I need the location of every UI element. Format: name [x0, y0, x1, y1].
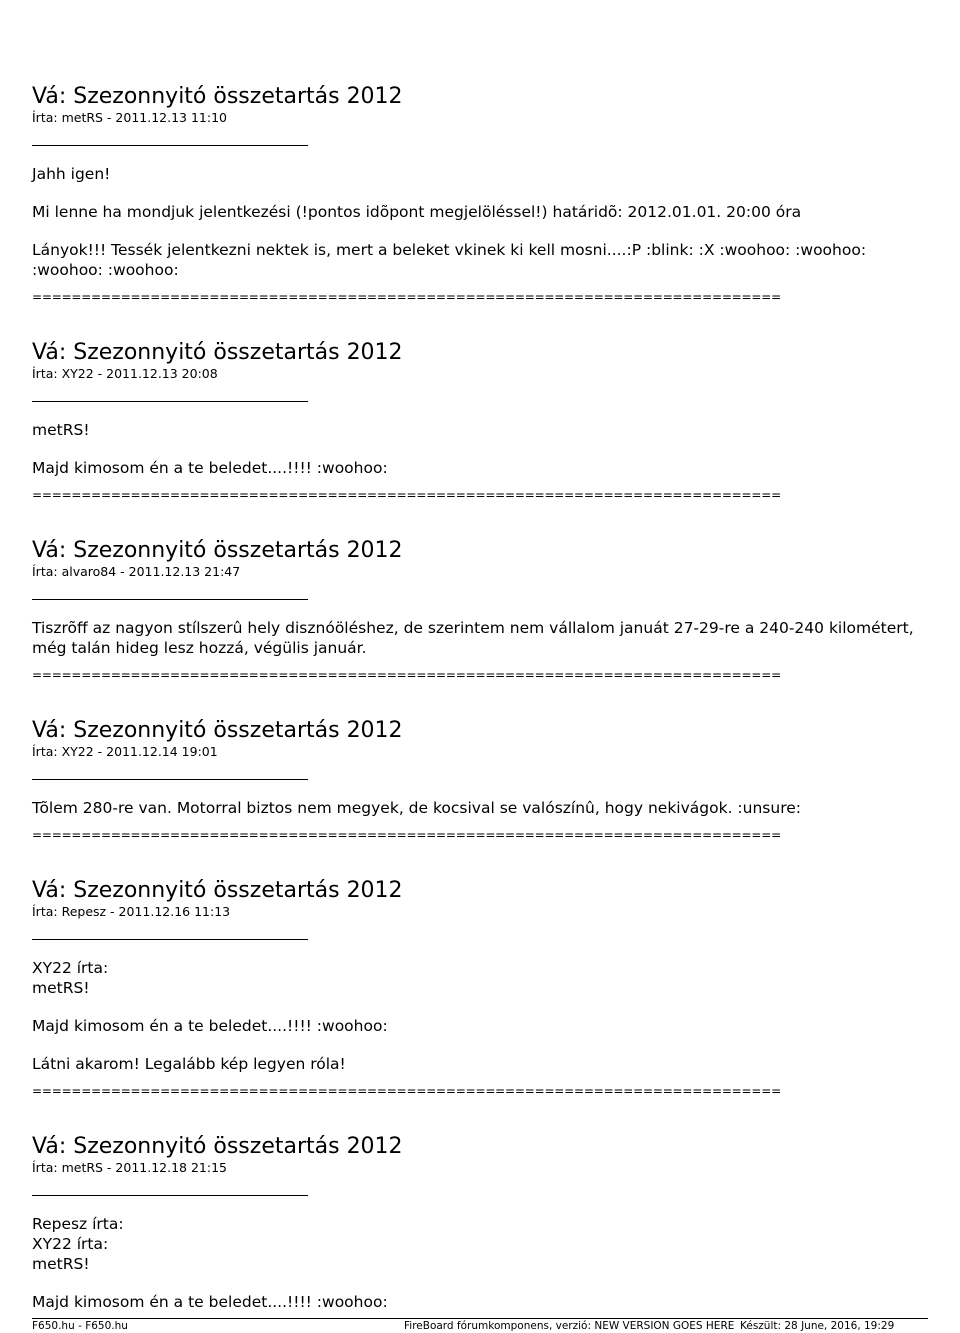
quote-text: Majd kimosom én a te beledet....!!!! :woohoo:	[32, 1017, 388, 1035]
forum-thread	[32, 84, 922, 1330]
quote-author: XY22 írta:	[32, 1235, 109, 1253]
post	[32, 718, 922, 842]
post-body	[32, 1214, 922, 1312]
post-body	[32, 798, 922, 818]
post-title: Vá: Szezonnyitó összetartás 2012	[32, 538, 403, 563]
quote-author: Repesz írta:	[32, 1215, 124, 1233]
post	[32, 340, 922, 502]
quote-text: metRS!	[32, 1255, 90, 1273]
quote-text: Majd kimosom én a te beledet....!!!! :woohoo:	[32, 1293, 388, 1311]
divider	[32, 599, 308, 600]
quote-author: XY22 írta:	[32, 959, 109, 977]
post	[32, 878, 922, 1098]
post-body	[32, 420, 922, 478]
post	[32, 1134, 922, 1312]
post-body	[32, 164, 922, 280]
post-title: Vá: Szezonnyitó összetartás 2012	[32, 340, 403, 365]
post-text: Mi lenne ha mondjuk jelentkezési (!pontos idõpont megjelöléssel!) határidõ: 2012.01.01. 20:00 óra	[32, 203, 802, 221]
post-text: Tiszrõff az nagyon stílszerû hely disznóöléshez, de szerintem nem vállalom januát 27-29-re a 240-240 kilométert, még talán hideg lesz hozzá, végülis január.	[32, 619, 914, 657]
quote-block	[32, 1214, 922, 1274]
post-meta: Írta: alvaro84 - 2011.12.13 21:47	[32, 564, 241, 579]
post-title: Vá: Szezonnyitó összetartás 2012	[32, 1134, 403, 1159]
post-meta: Írta: metRS - 2011.12.18 21:15	[32, 1160, 227, 1175]
post-separator: ============================================================================	[32, 828, 781, 842]
post-body	[32, 618, 922, 658]
post-separator: ============================================================================	[32, 668, 781, 682]
quote-block	[32, 958, 922, 998]
post-separator: ============================================================================	[32, 1084, 781, 1098]
post-text: metRS!	[32, 421, 90, 439]
page-footer	[32, 1318, 928, 1333]
post-text: Majd kimosom én a te beledet....!!!! :woohoo:	[32, 459, 388, 477]
divider	[32, 401, 308, 402]
footer-component: FireBoard fórumkomponens, verzió: NEW VERSION GOES HERE	[404, 1320, 735, 1332]
post-meta: Írta: XY22 - 2011.12.13 20:08	[32, 366, 218, 381]
divider	[32, 939, 308, 940]
post-title: Vá: Szezonnyitó összetartás 2012	[32, 718, 403, 743]
post-text: Tõlem 280-re van. Motorral biztos nem megyek, de kocsival se valószínû, hogy nekivágok. :unsure:	[32, 799, 801, 817]
post	[32, 84, 922, 304]
post-title: Vá: Szezonnyitó összetartás 2012	[32, 878, 403, 903]
post-separator: ============================================================================	[32, 290, 781, 304]
post-text: Jahh igen!	[32, 165, 111, 183]
post	[32, 538, 922, 682]
post-title: Vá: Szezonnyitó összetartás 2012	[32, 84, 403, 109]
quote-text: metRS!	[32, 979, 90, 997]
divider	[32, 145, 308, 146]
post-meta: Írta: Repesz - 2011.12.16 11:13	[32, 904, 231, 919]
post-body	[32, 958, 922, 1074]
post-meta: Írta: XY22 - 2011.12.14 19:01	[32, 744, 218, 759]
post-meta: Írta: metRS - 2011.12.13 11:10	[32, 110, 227, 125]
footer-generated: Készült: 28 June, 2016, 19:29	[740, 1320, 895, 1332]
post-text: Látni akarom! Legalább kép legyen róla!	[32, 1055, 346, 1073]
divider	[32, 1195, 308, 1196]
footer-site: F650.hu - F650.hu	[32, 1320, 128, 1332]
post-separator: ============================================================================	[32, 488, 781, 502]
divider	[32, 779, 308, 780]
post-text: Lányok!!! Tessék jelentkezni nektek is, mert a beleket vkinek ki kell mosni....:P :blink: :X :woohoo: :woohoo: :woohoo: :woohoo:	[32, 241, 867, 279]
